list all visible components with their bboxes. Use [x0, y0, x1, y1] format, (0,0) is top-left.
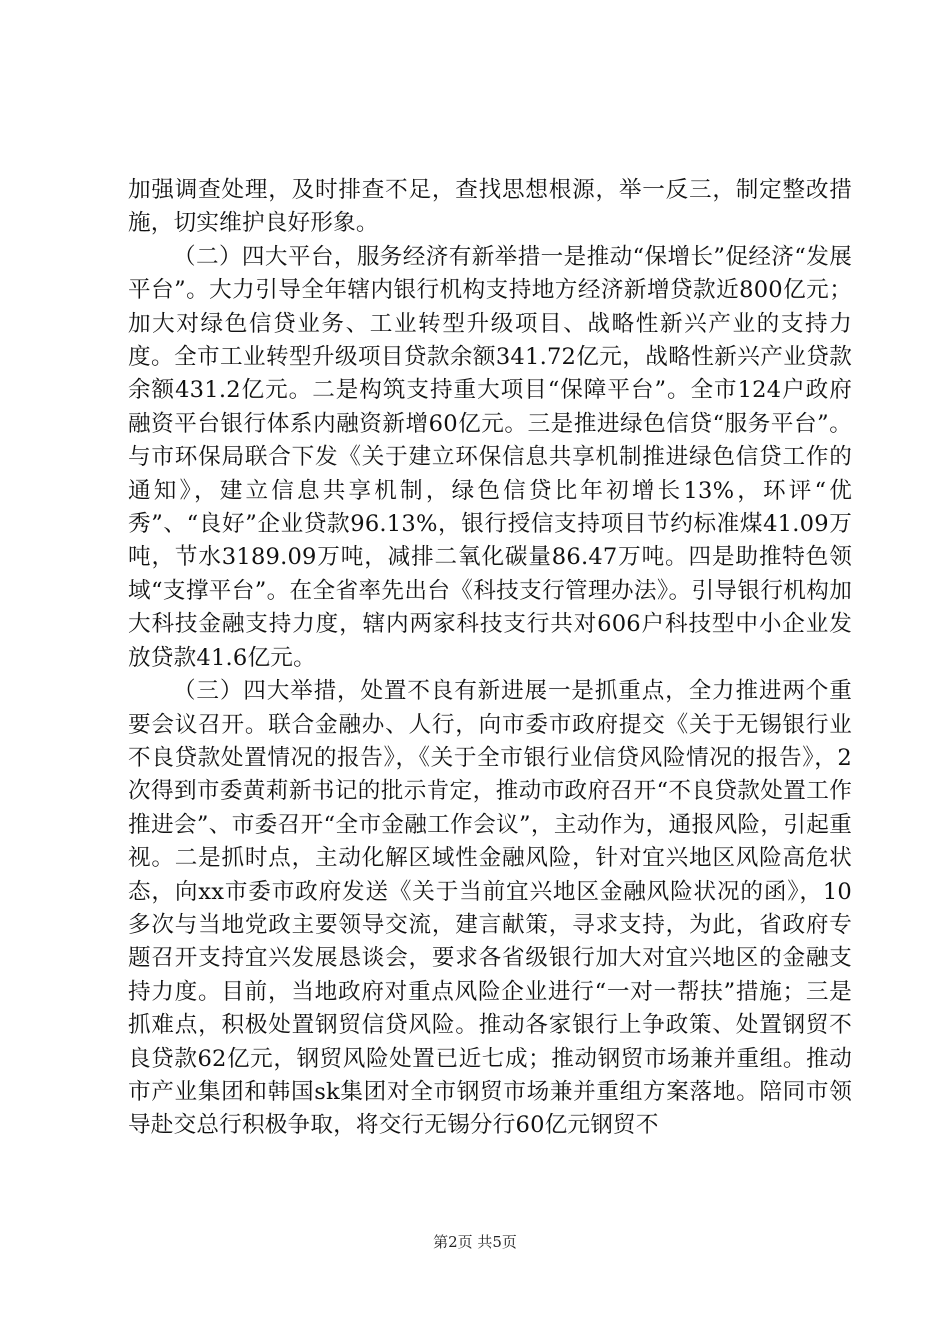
paragraph-1: 加强调查处理，及时排查不足，查找思想根源，举一反三，制定整改措施，切实维护良好形象。: [128, 177, 852, 237]
document-body: [128, 174, 852, 1143]
page-number-footer: 第2页 共5页: [433, 1233, 517, 1251]
paragraph-2: （二）四大平台，服务经济有新举措一是推动“保增长”促经济“发展平台”。大力引导全年辖内银行机构支持地方经济新增贷款近800亿元；加大对绿色信贷业务、工业转型升级项目、战略性新兴产业的支持力度。全市工业转型升级项目贷款余额341.72亿元，战略性新兴产业贷款余额431.2亿元。二是构筑支持重大项目“保障平台”。全市124户政府融资平台银行体系内融资新增60亿元。三是推进绿色信贷“服务平台”。与市环保局联合下发《关于建立环保信息共享机制推进绿色信贷工作的通知》，建立信息共享机制，绿色信贷比年初增长13%，环评“优秀”、“良好”企业贷款96.13%，银行授信支持项目节约标准煤41.09万吨，节水3189.09万吨，减排二氧化碳量86.47万吨。四是助推特色领域“支撑平台”。在全省率先出台《科技支行管理办法》。引导银行机构加大科技金融支持力度，辖内两家科技支行共对606户科技型中小企业发放贷款41.6亿元。: [128, 243, 852, 671]
paragraph-3: （三）四大举措，处置不良有新进展一是抓重点，全力推进两个重要会议召开。联合金融办、人行，向市委市政府提交《关于无锡银行业不良贷款处置情况的报告》，《关于全市银行业信贷风险情况的报告》，2次得到市委黄莉新书记的批示肯定，推动市政府召开“不良贷款处置工作推进会”、市委召开“全市金融工作会议”，主动作为，通报风险，引起重视。二是抓时点，主动化解区域性金融风险，针对宜兴地区风险高危状态，向xx市委市政府发送《关于当前宜兴地区金融风险状况的函》，10多次与当地党政主要领导交流，建言献策，寻求支持，为此，省政府专题召开支持宜兴发展恳谈会，要求各省级银行加大对宜兴地区的金融支持力度。目前，当地政府对重点风险企业进行“一对一帮扶”措施；三是抓难点，积极处置钢贸信贷风险。推动各家银行上争政策、处置钢贸不良贷款62亿元，钢贸风险处置已近七成；推动钢贸市场兼并重组。推动市产业集团和韩国sk集团对全市钢贸市场兼并重组方案落地。陪同市领导赴交总行积极争取，将交行无锡分行60亿元钢贸不: [128, 678, 852, 1139]
